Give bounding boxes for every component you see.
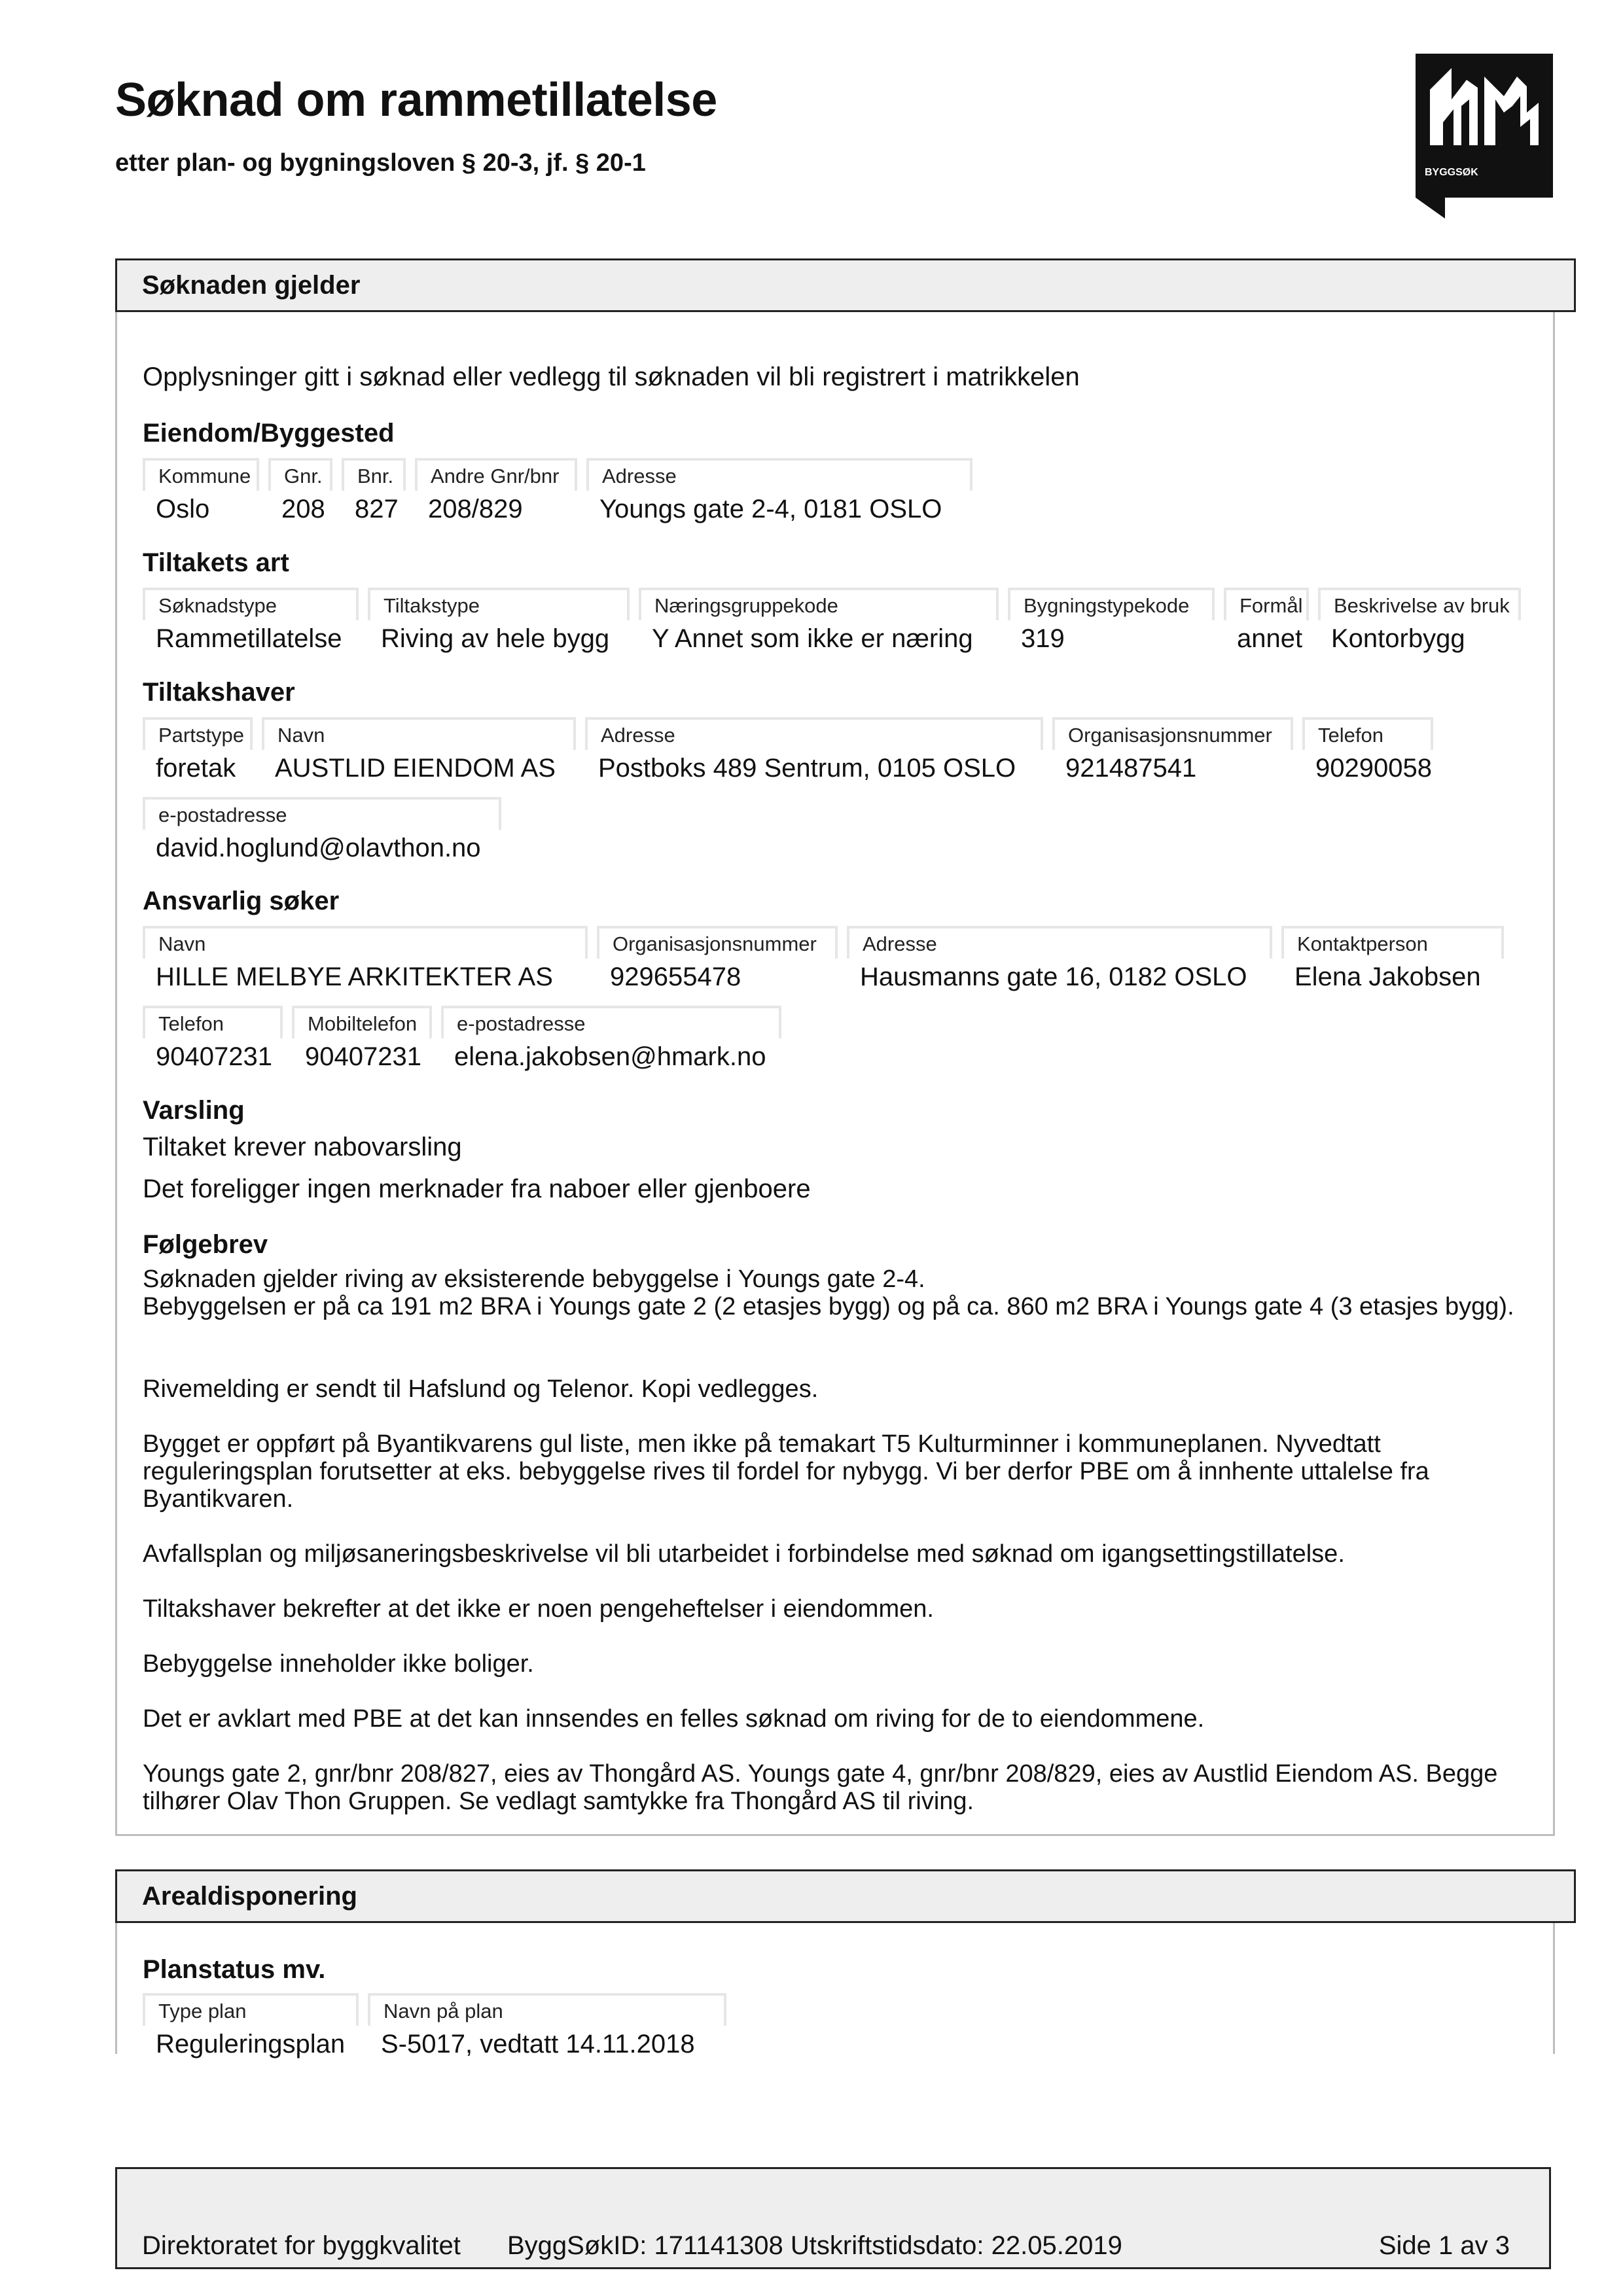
ansvarlig-fields-2: [143, 1006, 791, 1072]
field-kommune: Kommune Oslo: [143, 458, 259, 524]
field-type-plan: Type plan Reguleringsplan: [143, 1993, 359, 2059]
folgebrev-heading: Følgebrev: [143, 1230, 268, 1259]
document-subtitle: etter plan- og bygningsloven § 20-3, jf. § 20-1: [115, 149, 646, 177]
field-organisasjonsnummer: Organisasjonsnummer 921487541: [1052, 717, 1293, 783]
folgebrev-paragraph: Bebyggelse inneholder ikke boliger.: [143, 1650, 534, 1678]
field-kontaktperson: Kontaktperson Elena Jakobsen: [1281, 926, 1504, 992]
ansvarlig-fields: [143, 926, 1513, 992]
logo-text: BYGGSØK: [1425, 167, 1478, 178]
field-partstype: Partstype foretak: [143, 717, 253, 783]
section-soknaden-title: Søknaden gjelder: [142, 271, 361, 300]
tiltakshaver-fields: [143, 717, 1442, 783]
page-footer: [115, 2167, 1551, 2269]
folgebrev-paragraph: Bygget er oppført på Byantikvarens gul liste, men ikke på temakart T5 Kulturminner i kommuneplanen. Nyvedtatt reguleringsplan forutsetter at eks. bebyggelse rives til fordel for nybygg. Vi ber derfor PBE om å innhente uttalelse fra Byantikvaren.: [143, 1430, 1429, 1513]
intro-text: Opplysninger gitt i søknad eller vedlegg til søknaden vil bli registrert i matrikkelen: [143, 362, 1080, 391]
planstatus-heading: Planstatus mv.: [143, 1955, 326, 1984]
varsling-line: Tiltaket krever nabovarsling: [143, 1133, 462, 1161]
field-mobiltelefon: Mobiltelefon 90407231: [292, 1006, 432, 1072]
field-navn: Navn HILLE MELBYE ARKITEKTER AS: [143, 926, 588, 992]
tiltakshaver-email-row: [143, 797, 510, 863]
field-gnr: Gnr. 208: [268, 458, 332, 524]
planstatus-fields: [143, 1993, 736, 2059]
byggsok-logo: [1416, 54, 1553, 219]
field-beskrivelse-bruk: Beskrivelse av bruk Kontorbygg: [1318, 588, 1521, 654]
tiltak-fields: [143, 588, 1530, 654]
section-soknaden-header: [115, 258, 1576, 312]
ansvarlig-heading: Ansvarlig søker: [143, 887, 340, 915]
field-telefon: Telefon 90290058: [1302, 717, 1433, 783]
section-areal-title: Arealdisponering: [142, 1882, 357, 1911]
folgebrev-paragraph: Søknaden gjelder riving av eksisterende bebyggelse i Youngs gate 2-4. Bebyggelsen er på ca 191 m2 BRA i Youngs gate 2 (2 etasjes bygg) og på ca. 860 m2 BRA i Youngs gate 4 (3 etasjes bygg).: [143, 1265, 1514, 1320]
folgebrev-paragraph: Rivemelding er sendt til Hafslund og Telenor. Kopi vedlegges.: [143, 1375, 819, 1403]
field-adresse: Adresse Youngs gate 2-4, 0181 OSLO: [586, 458, 972, 524]
field-adresse: Adresse Hausmanns gate 16, 0182 OSLO: [847, 926, 1272, 992]
eiendom-fields: [143, 458, 982, 524]
footer-byggsok-id: ByggSøkID: 171141308 Utskriftstidsdato: 22.05.2019: [507, 2231, 1122, 2260]
varsling-heading: Varsling: [143, 1096, 245, 1125]
footer-page-number: Side 1 av 3: [1378, 2231, 1510, 2260]
folgebrev-paragraph: Youngs gate 2, gnr/bnr 208/827, eies av Thongård AS. Youngs gate 4, gnr/bnr 208/829, eies av Austlid Eiendom AS. Begge tilhører Olav Thon Gruppen. Se vedlagt samtykke fra Thongård AS til riving.: [143, 1760, 1498, 1815]
field-navn-pa-plan: Navn på plan S-5017, vedtatt 14.11.2018: [368, 1993, 726, 2059]
tiltakshaver-heading: Tiltakshaver: [143, 678, 295, 707]
field-soknadstype: Søknadstype Rammetillatelse: [143, 588, 359, 654]
field-bnr: Bnr. 827: [342, 458, 406, 524]
field-formal: Formål annet: [1224, 588, 1309, 654]
varsling-line: Det foreligger ingen merknader fra naboer eller gjenboere: [143, 1174, 811, 1203]
field-tiltakstype: Tiltakstype Riving av hele bygg: [368, 588, 630, 654]
field-andre-gnr-bnr: Andre Gnr/bnr 208/829: [415, 458, 577, 524]
folgebrev-paragraph: Tiltakshaver bekrefter at det ikke er noen pengeheftelser i eiendommen.: [143, 1595, 934, 1623]
field-naeringsgruppekode: Næringsgruppekode Y Annet som ikke er næring: [639, 588, 999, 654]
field-organisasjonsnummer: Organisasjonsnummer 929655478: [597, 926, 838, 992]
field-navn: Navn AUSTLID EIENDOM AS: [262, 717, 576, 783]
field-epostadresse: e-postadresse elena.jakobsen@hmark.no: [441, 1006, 781, 1072]
footer-org: Direktoratet for byggkvalitet: [142, 2231, 461, 2260]
eiendom-heading: Eiendom/Byggested: [143, 419, 395, 448]
field-epostadresse: e-postadresse david.hoglund@olavthon.no: [143, 797, 501, 863]
field-bygningstypekode: Bygningstypekode 319: [1008, 588, 1215, 654]
folgebrev-paragraph: Avfallsplan og miljøsaneringsbeskrivelse vil bli utarbeidet i forbindelse med søknad om igangsettingstillatelse.: [143, 1540, 1345, 1568]
field-telefon: Telefon 90407231: [143, 1006, 283, 1072]
field-adresse: Adresse Postboks 489 Sentrum, 0105 OSLO: [585, 717, 1043, 783]
tiltak-heading: Tiltakets art: [143, 548, 289, 577]
folgebrev-paragraph: Det er avklart med PBE at det kan innsendes en felles søknad om riving for de to eiendommene.: [143, 1705, 1205, 1733]
document-title: Søknad om rammetillatelse: [115, 74, 717, 126]
section-areal-header: [115, 1869, 1576, 1923]
